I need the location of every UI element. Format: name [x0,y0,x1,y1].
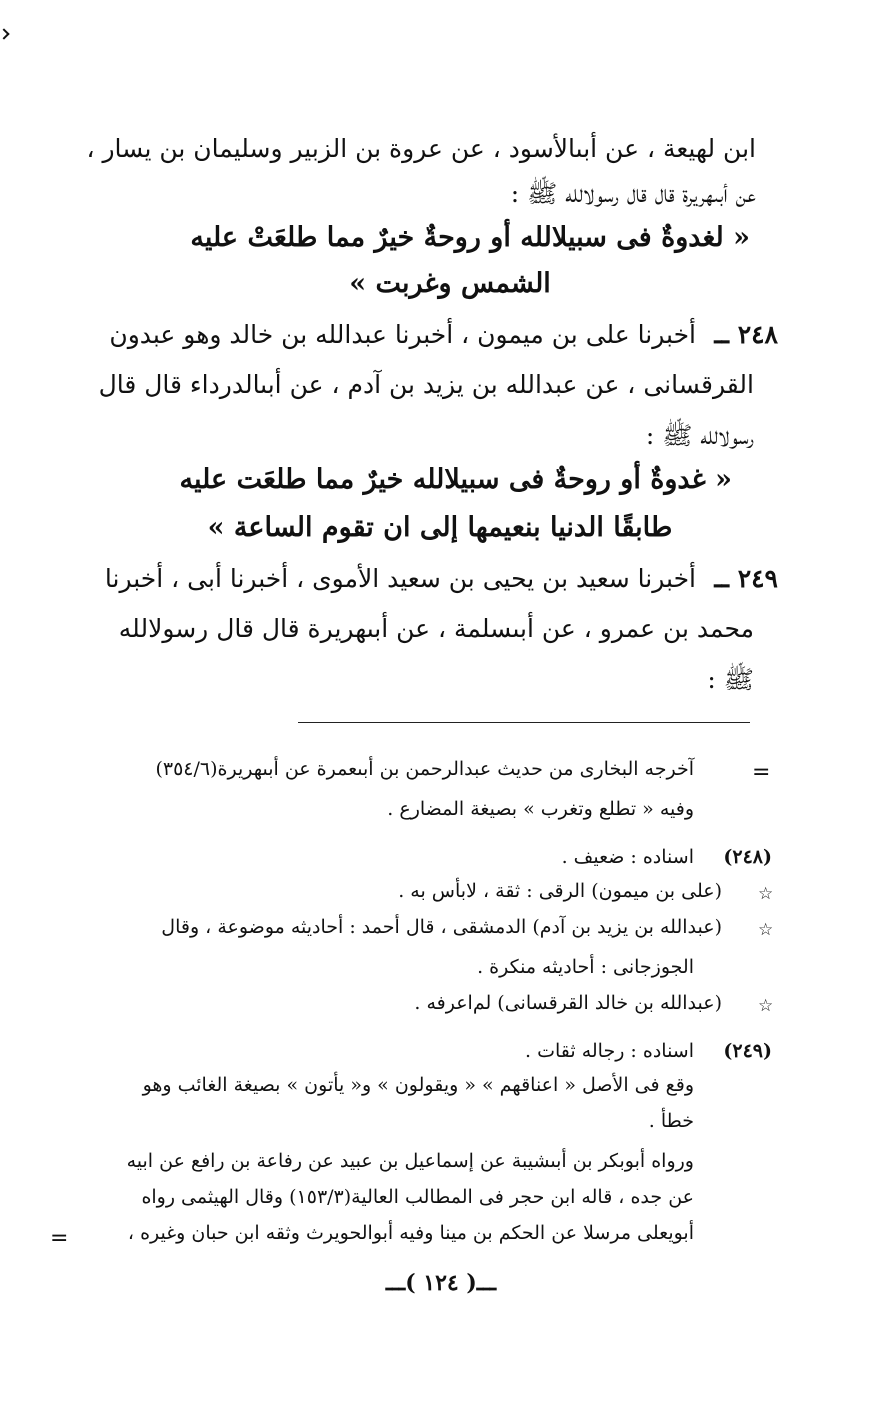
footnote-249-line-4: عن جده ، قاله ابن حجر فى المطالب العالية(١٥٣/٣) وقال الهيثمى رواه [141,1186,694,1208]
footnote-divider [298,722,750,723]
main-line-2: عن أبىهريرة قال قال رسولالله ﷺ : [510,179,756,208]
hadith-247-text-line-1: « لغدوةٌ فى سبيلالله أو روحةٌ خيرٌ مما طلعَتْ عليه [190,222,750,253]
hadith-249-line-2: محمد بن عمرو ، عن أبىسلمة ، عن أبىهريرة قال قال رسولالله [118,614,754,643]
continuation-mark-left: = [50,1226,69,1251]
hadith-248-number: ٢٤٨ ــ [714,320,778,349]
footnote-248-item-1: (على بن ميمون) الرقى : ثقة ، لابأس به . [398,880,722,902]
hadith-248-text-line-1: « غدوةٌ أو روحةٌ فى سبيلالله خيرٌ مما طلعَت عليه [179,464,732,495]
footnote-248-item-3: (عبدالله بن خالد القرقسانى) لم‌اعرفه . [414,992,722,1014]
footnote-249-line-3: ورواه أبوبكر بن أبىشيبة عن إسماعيل بن عبيد عن رفاعة بن رافع عن ابيه [126,1150,694,1172]
hadith-247-text-line-2: الشمس وغربت » [349,268,551,299]
hadith-249-line-3: ﷺ : [707,665,754,694]
footnote-248-label: (٢٤٨) [723,846,772,868]
hadith-248-line-1: أخبرنا على بن ميمون ، أخبرنا عبدالله بن خالد وهو عبدون [109,320,696,349]
star-icon: ☆ [758,996,774,1016]
footnote-248-item-2: (عبدالله بن يزيد بن آدم) الدمشقى ، قال أحمد : أحاديثه موضوعة ، وقال [161,916,722,938]
footnote-cont-line-1: آخرجه البخارى من حديث عبدالرحمن بن أبىعمرة عن أبىهريرة(٣٥٤/٦) [155,758,694,780]
footnote-248-text: اسناده : ضعيف . [561,846,694,868]
footnote-249-line-5: أبويعلى مرسلا عن الحكم بن مينا وفيه أبوالحويرث وثقه ابن حبان وغيره ، [127,1222,694,1244]
hadith-248-line-3: رسولالله ﷺ : [645,421,754,450]
main-line-1: ابن لهيعة ، عن أبىالأسود ، عن عروة بن الزبير وسليمان بن يسار ، [86,134,756,163]
hadith-248-text-line-2: طابقًا الدنيا بنعيمها إلى ان تقوم الساعة » [207,512,673,543]
footnote-249-label: (٢٤٩) [723,1040,772,1062]
footnote-249-line-2: خطأ . [648,1110,694,1132]
page-number: ـــ( ١٢٤ )ـــ [385,1270,497,1296]
hadith-249-number: ٢٤٩ ــ [714,564,778,593]
continuation-mark-right: = [752,760,771,785]
star-icon: ☆ [758,884,774,904]
footnote-249-text: اسناده : رجاله ثقات . [525,1040,694,1062]
footnote-248-item-2-cont: الجوزجانى : أحاديثه منكرة . [477,956,694,978]
hadith-249-line-1: أخبرنا سعيد بن يحيى بن سعيد الأموى ، أخبرنا أبى ، أخبرنا [104,564,696,593]
footnote-249-line-1: وقع فى الأصل « اعناقهم » « ويقولون » و« يأتون » بصيغة الغائب وهو [142,1074,694,1096]
star-icon: ☆ [758,920,774,940]
scan-corner-mark [0,28,10,39]
footnote-cont-line-2: وفيه « تطلع وتغرب » بصيغة المضارع . [387,798,694,820]
hadith-248-line-2: القرقسانى ، عن عبدالله بن يزيد بن آدم ، عن أبىالدرداء قال قال [98,370,754,399]
